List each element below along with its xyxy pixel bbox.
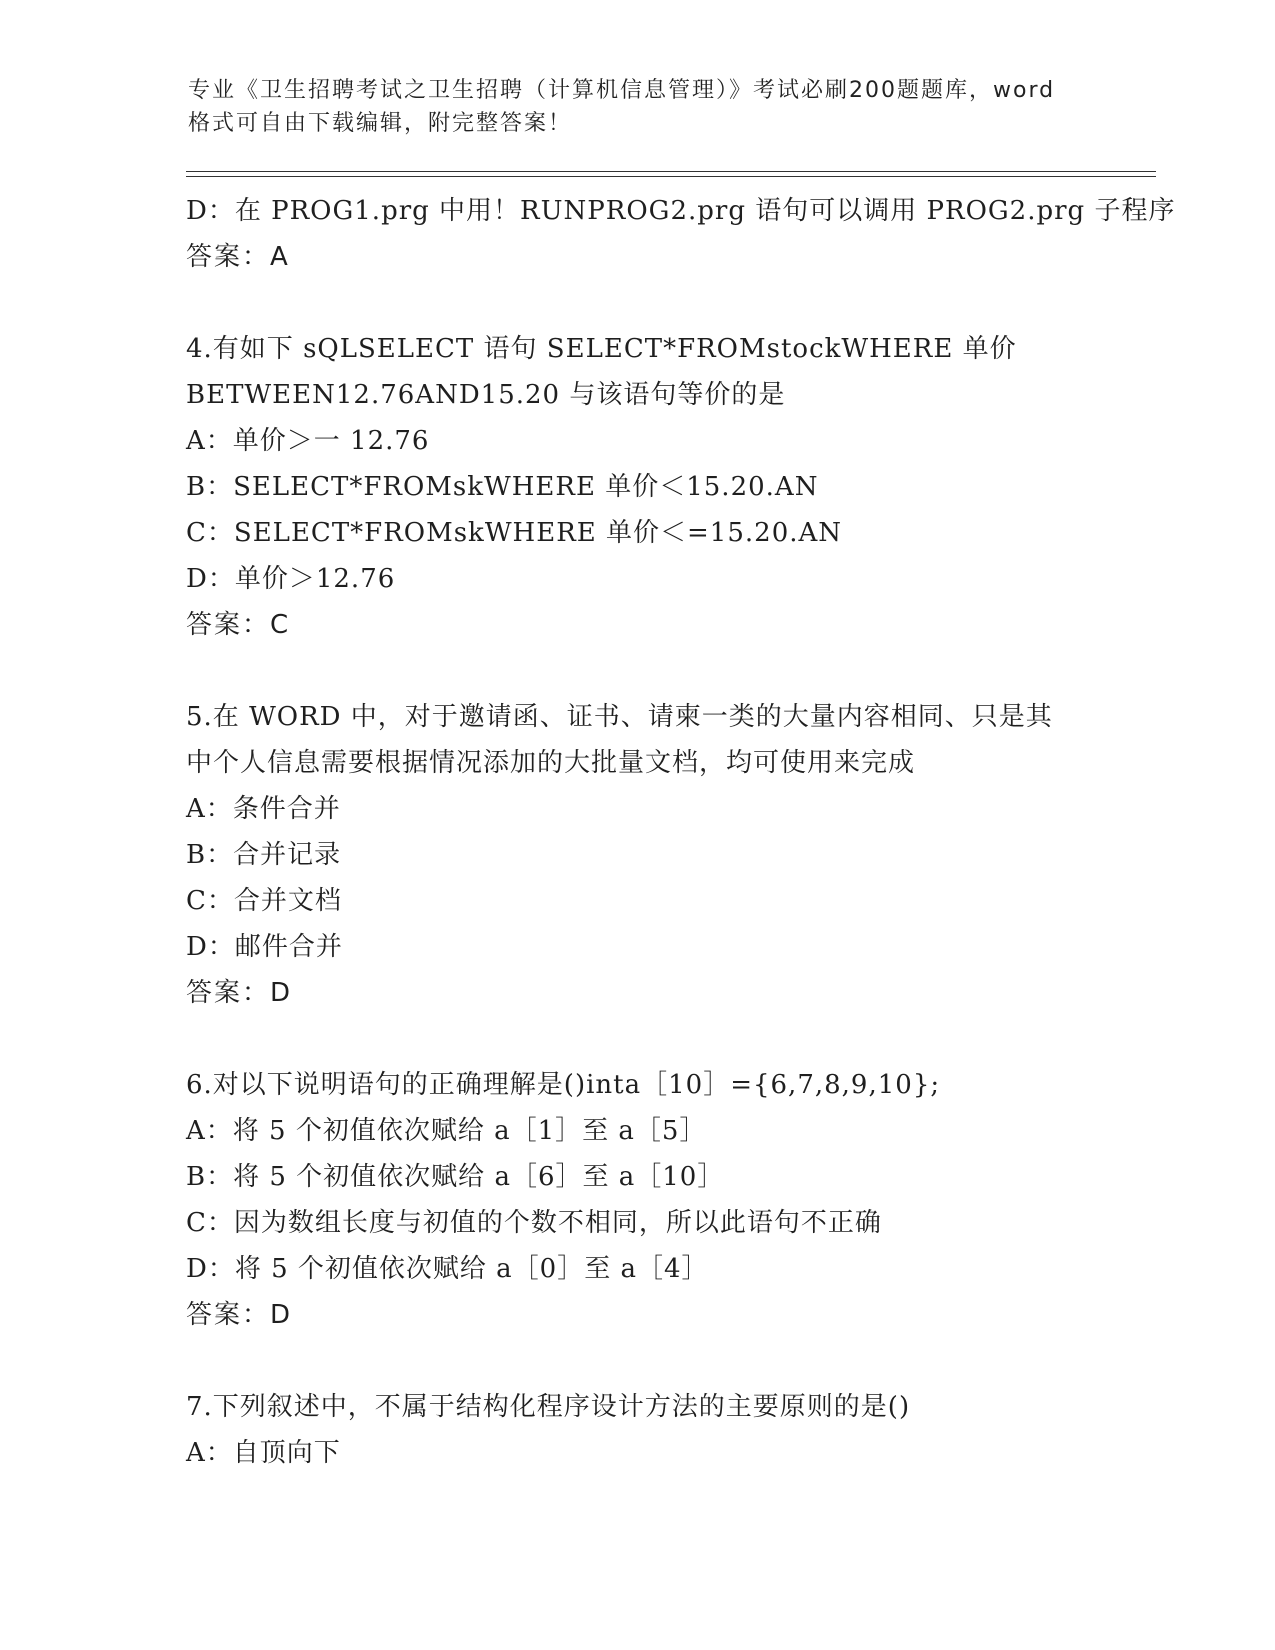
option-a: A：单价＞一 12.76 bbox=[186, 426, 430, 456]
answer: 答案：D bbox=[186, 978, 293, 1008]
option-b: B：合并记录 bbox=[186, 840, 342, 870]
question-stem: BETWEEN12.76AND15.20 与该语句等价的是 bbox=[186, 380, 786, 410]
answer: 答案：A bbox=[186, 242, 290, 272]
option-d: D：邮件合并 bbox=[186, 932, 343, 962]
option-c: C：合并文档 bbox=[186, 886, 342, 916]
header-line-1: 专业《卫生招聘考试之卫生招聘（计算机信息管理）》考试必刷200题题库，word bbox=[188, 78, 1056, 103]
question-stem: 6.对以下说明语句的正确理解是()inta［10］={6,7,8,9,10}; bbox=[186, 1070, 941, 1100]
option-c: C：SELECT*FROMskWHERE 单价＜=15.20.AN bbox=[186, 518, 843, 548]
question-5 bbox=[186, 694, 1146, 1016]
question-stem: 中个人信息需要根据情况添加的大批量文档，均可使用来完成 bbox=[186, 748, 916, 778]
header-line-2: 格式可自由下载编辑，附完整答案！ bbox=[188, 111, 573, 136]
document-header bbox=[188, 74, 1088, 140]
option-b: B：SELECT*FROMskWHERE 单价＜15.20.AN bbox=[186, 472, 819, 502]
header-rule-bottom bbox=[186, 176, 1156, 177]
spacer bbox=[186, 1338, 1146, 1384]
header-rule-top bbox=[186, 171, 1156, 172]
question-7 bbox=[186, 1384, 1146, 1476]
question-stem: 7.下列叙述中，不属于结构化程序设计方法的主要原则的是() bbox=[186, 1392, 911, 1422]
option-d: D：将 5 个初值依次赋给 a［0］至 a［4］ bbox=[186, 1254, 709, 1284]
spacer bbox=[186, 648, 1146, 694]
option-d: D：在 PROG1.prg 中用！RUNPROG2.prg 语句可以调用 PROG2.prg 子程序 bbox=[186, 196, 1176, 226]
question-3-tail bbox=[186, 188, 1176, 280]
question-6 bbox=[186, 1062, 1146, 1338]
option-a: A：条件合并 bbox=[186, 794, 341, 824]
option-a: A：将 5 个初值依次赋给 a［1］至 a［5］ bbox=[186, 1116, 707, 1146]
answer: 答案：D bbox=[186, 1300, 293, 1330]
option-d: D：单价＞12.76 bbox=[186, 564, 396, 594]
question-list bbox=[186, 188, 1176, 1476]
question-stem: 5.在 WORD 中，对于邀请函、证书、请柬一类的大量内容相同、只是其 bbox=[186, 702, 1053, 732]
spacer bbox=[186, 280, 1146, 326]
answer: 答案：C bbox=[186, 610, 291, 640]
option-b: B：将 5 个初值依次赋给 a［6］至 a［10］ bbox=[186, 1162, 725, 1192]
question-4 bbox=[186, 326, 1146, 648]
option-c: C：因为数组长度与初值的个数不相同，所以此语句不正确 bbox=[186, 1208, 882, 1238]
spacer bbox=[186, 1016, 1146, 1062]
question-stem: 4.有如下 sQLSELECT 语句 SELECT*FROMstockWHERE 单价 bbox=[186, 334, 1017, 364]
option-a: A：自顶向下 bbox=[186, 1438, 341, 1468]
